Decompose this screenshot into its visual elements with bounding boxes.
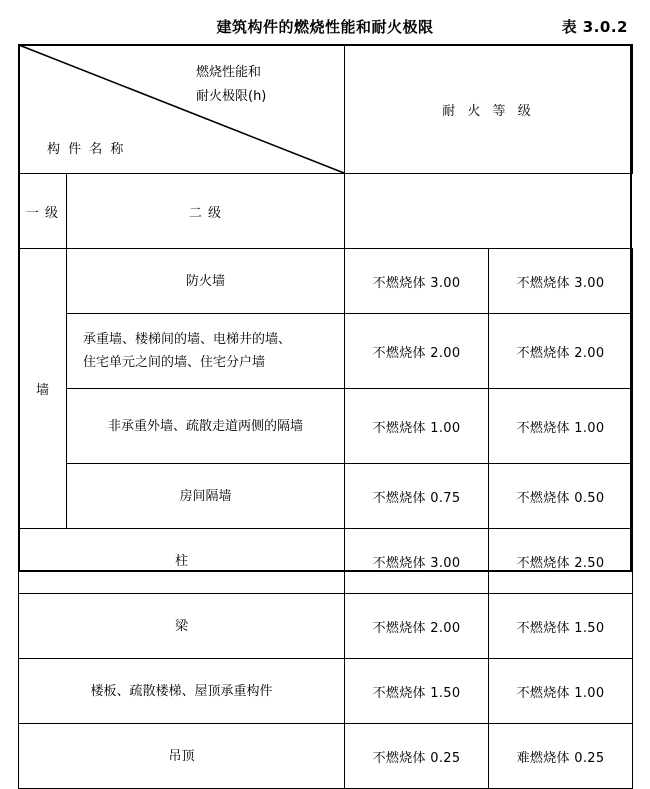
table-row: [19, 314, 633, 389]
row-grade2-fangjhuoqiang: 不燃烧体 3.00: [489, 249, 633, 314]
header-grade-1: 一 级: [19, 174, 67, 249]
row-name-feichengzhongwaiqiang: 非承重外墙、疏散走道两侧的隔墙: [67, 389, 345, 464]
header-grade-2: 二 级: [67, 174, 345, 249]
table-row: [19, 249, 633, 314]
fire-resistance-table: [18, 44, 633, 789]
row-grade1-liang: 不燃烧体 2.00: [345, 594, 489, 659]
header-performance-label: [196, 61, 336, 109]
header-grade-title: 耐 火 等 级: [345, 45, 633, 174]
header-performance-line2: 耐火极限(h): [196, 89, 267, 104]
row-grade1-louban: 不燃烧体 1.50: [345, 659, 489, 724]
table-row: [19, 724, 633, 789]
table-row: [19, 464, 633, 529]
title-row: [0, 12, 650, 40]
table-row: [19, 594, 633, 659]
row-grade1-chengzhongqiang: 不燃烧体 2.00: [345, 314, 489, 389]
row-name-fangjhuoqiang: 防火墙: [67, 249, 345, 314]
row-grade1-diaoding: 不燃烧体 0.25: [345, 724, 489, 789]
header-performance-line1: 燃烧性能和: [196, 65, 262, 80]
table-number: 表 3.0.2: [561, 17, 628, 36]
page-title: 建筑构件的燃烧性能和耐火极限: [216, 17, 434, 36]
header-component-label: 构 件 名 称: [47, 142, 126, 157]
row-grade2-zhu: 不燃烧体 2.50: [489, 529, 633, 594]
table-row: [19, 529, 633, 594]
row-grade2-louban: 不燃烧体 1.00: [489, 659, 633, 724]
table-row: [19, 659, 633, 724]
row-name-chengzhongqiang: [67, 314, 345, 389]
row-grade1-feichengzhongwaiqiang: 不燃烧体 1.00: [345, 389, 489, 464]
wall-group-label: 墙: [19, 249, 67, 529]
header-corner-cell: [19, 45, 345, 174]
row-grade1-fangjiangeqiang: 不燃烧体 0.75: [345, 464, 489, 529]
row-name-chengzhongqiang-line1: 承重墙、楼梯间的墙、电梯井的墙、: [83, 332, 292, 347]
row-grade2-chengzhongqiang: 不燃烧体 2.00: [489, 314, 633, 389]
table-header-row: [19, 45, 633, 174]
row-grade2-fangjiangeqiang: 不燃烧体 0.50: [489, 464, 633, 529]
row-grade2-liang: 不燃烧体 1.50: [489, 594, 633, 659]
row-grade1-fangjhuoqiang: 不燃烧体 3.00: [345, 249, 489, 314]
row-name-diaoding: 吊顶: [19, 724, 345, 789]
row-name-louban: 楼板、疏散楼梯、屋顶承重构件: [19, 659, 345, 724]
row-name-liang: 梁: [19, 594, 345, 659]
row-name-fangjiangeqiang: 房间隔墙: [67, 464, 345, 529]
row-grade1-zhu: 不燃烧体 3.00: [345, 529, 489, 594]
table-row: [19, 389, 633, 464]
row-name-chengzhongqiang-line2: 住宅单元之间的墙、住宅分户墙: [83, 355, 266, 370]
table-subheader-row: [19, 174, 633, 249]
row-name-zhu: 柱: [19, 529, 345, 594]
row-grade2-diaoding: 难燃烧体 0.25: [489, 724, 633, 789]
row-grade2-feichengzhongwaiqiang: 不燃烧体 1.00: [489, 389, 633, 464]
